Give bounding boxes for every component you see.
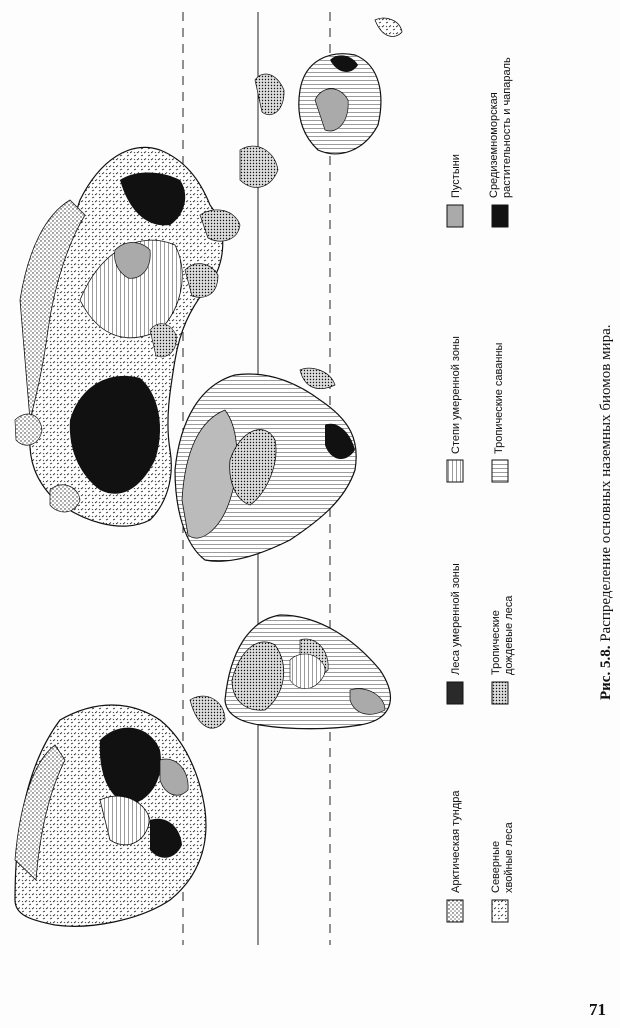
legend-label-rainforest-line1: Тропические: [490, 610, 502, 675]
legend-label-mediterranean-line2: растительность и чапараль: [501, 57, 513, 198]
legend-swatch-mediterranean: [492, 205, 508, 227]
legend-label-desert: Пустыни: [450, 154, 462, 198]
legend-label-steppe: Степи умеренной зоны: [450, 336, 462, 454]
figure-caption: [598, 325, 615, 701]
continent-australia: [299, 18, 402, 154]
legend-label-savanna: Тропические саванны: [493, 342, 505, 454]
legend-swatch-tundra: [447, 900, 463, 922]
legend-label-temperate-forest: Леса умеренной зоны: [450, 563, 462, 675]
legend-swatch-temperate-forest: [447, 682, 463, 704]
legend-swatch-rainforest: [492, 682, 508, 704]
legend-label-boreal: [490, 822, 516, 893]
legend-label-boreal-line1: Северные: [490, 840, 502, 893]
legend-swatch-desert: [447, 205, 463, 227]
continent-south-america: [225, 615, 390, 729]
legend-label-boreal-line2: хвойные леса: [503, 822, 515, 893]
figure-caption-text: Распределение основных наземных биомов мира.: [598, 324, 614, 642]
legend-swatch-boreal: [492, 900, 508, 922]
legend-swatch-savanna: [492, 460, 508, 482]
legend-label-tundra: Арктическая тундра: [450, 790, 462, 893]
legend-label-rainforest-line2: дождевые леса: [503, 595, 515, 675]
legend-swatch-steppe: [447, 460, 463, 482]
legend-label-rainforest: [490, 596, 516, 675]
continent-north-america: [15, 696, 225, 926]
legend-label-mediterranean: [488, 57, 514, 198]
legend-label-mediterranean-line1: Средиземноморская: [488, 92, 500, 198]
continent-africa: [175, 368, 356, 561]
page-number: 71: [589, 1000, 606, 1019]
figure-number: Рис. 5.8.: [598, 645, 614, 700]
